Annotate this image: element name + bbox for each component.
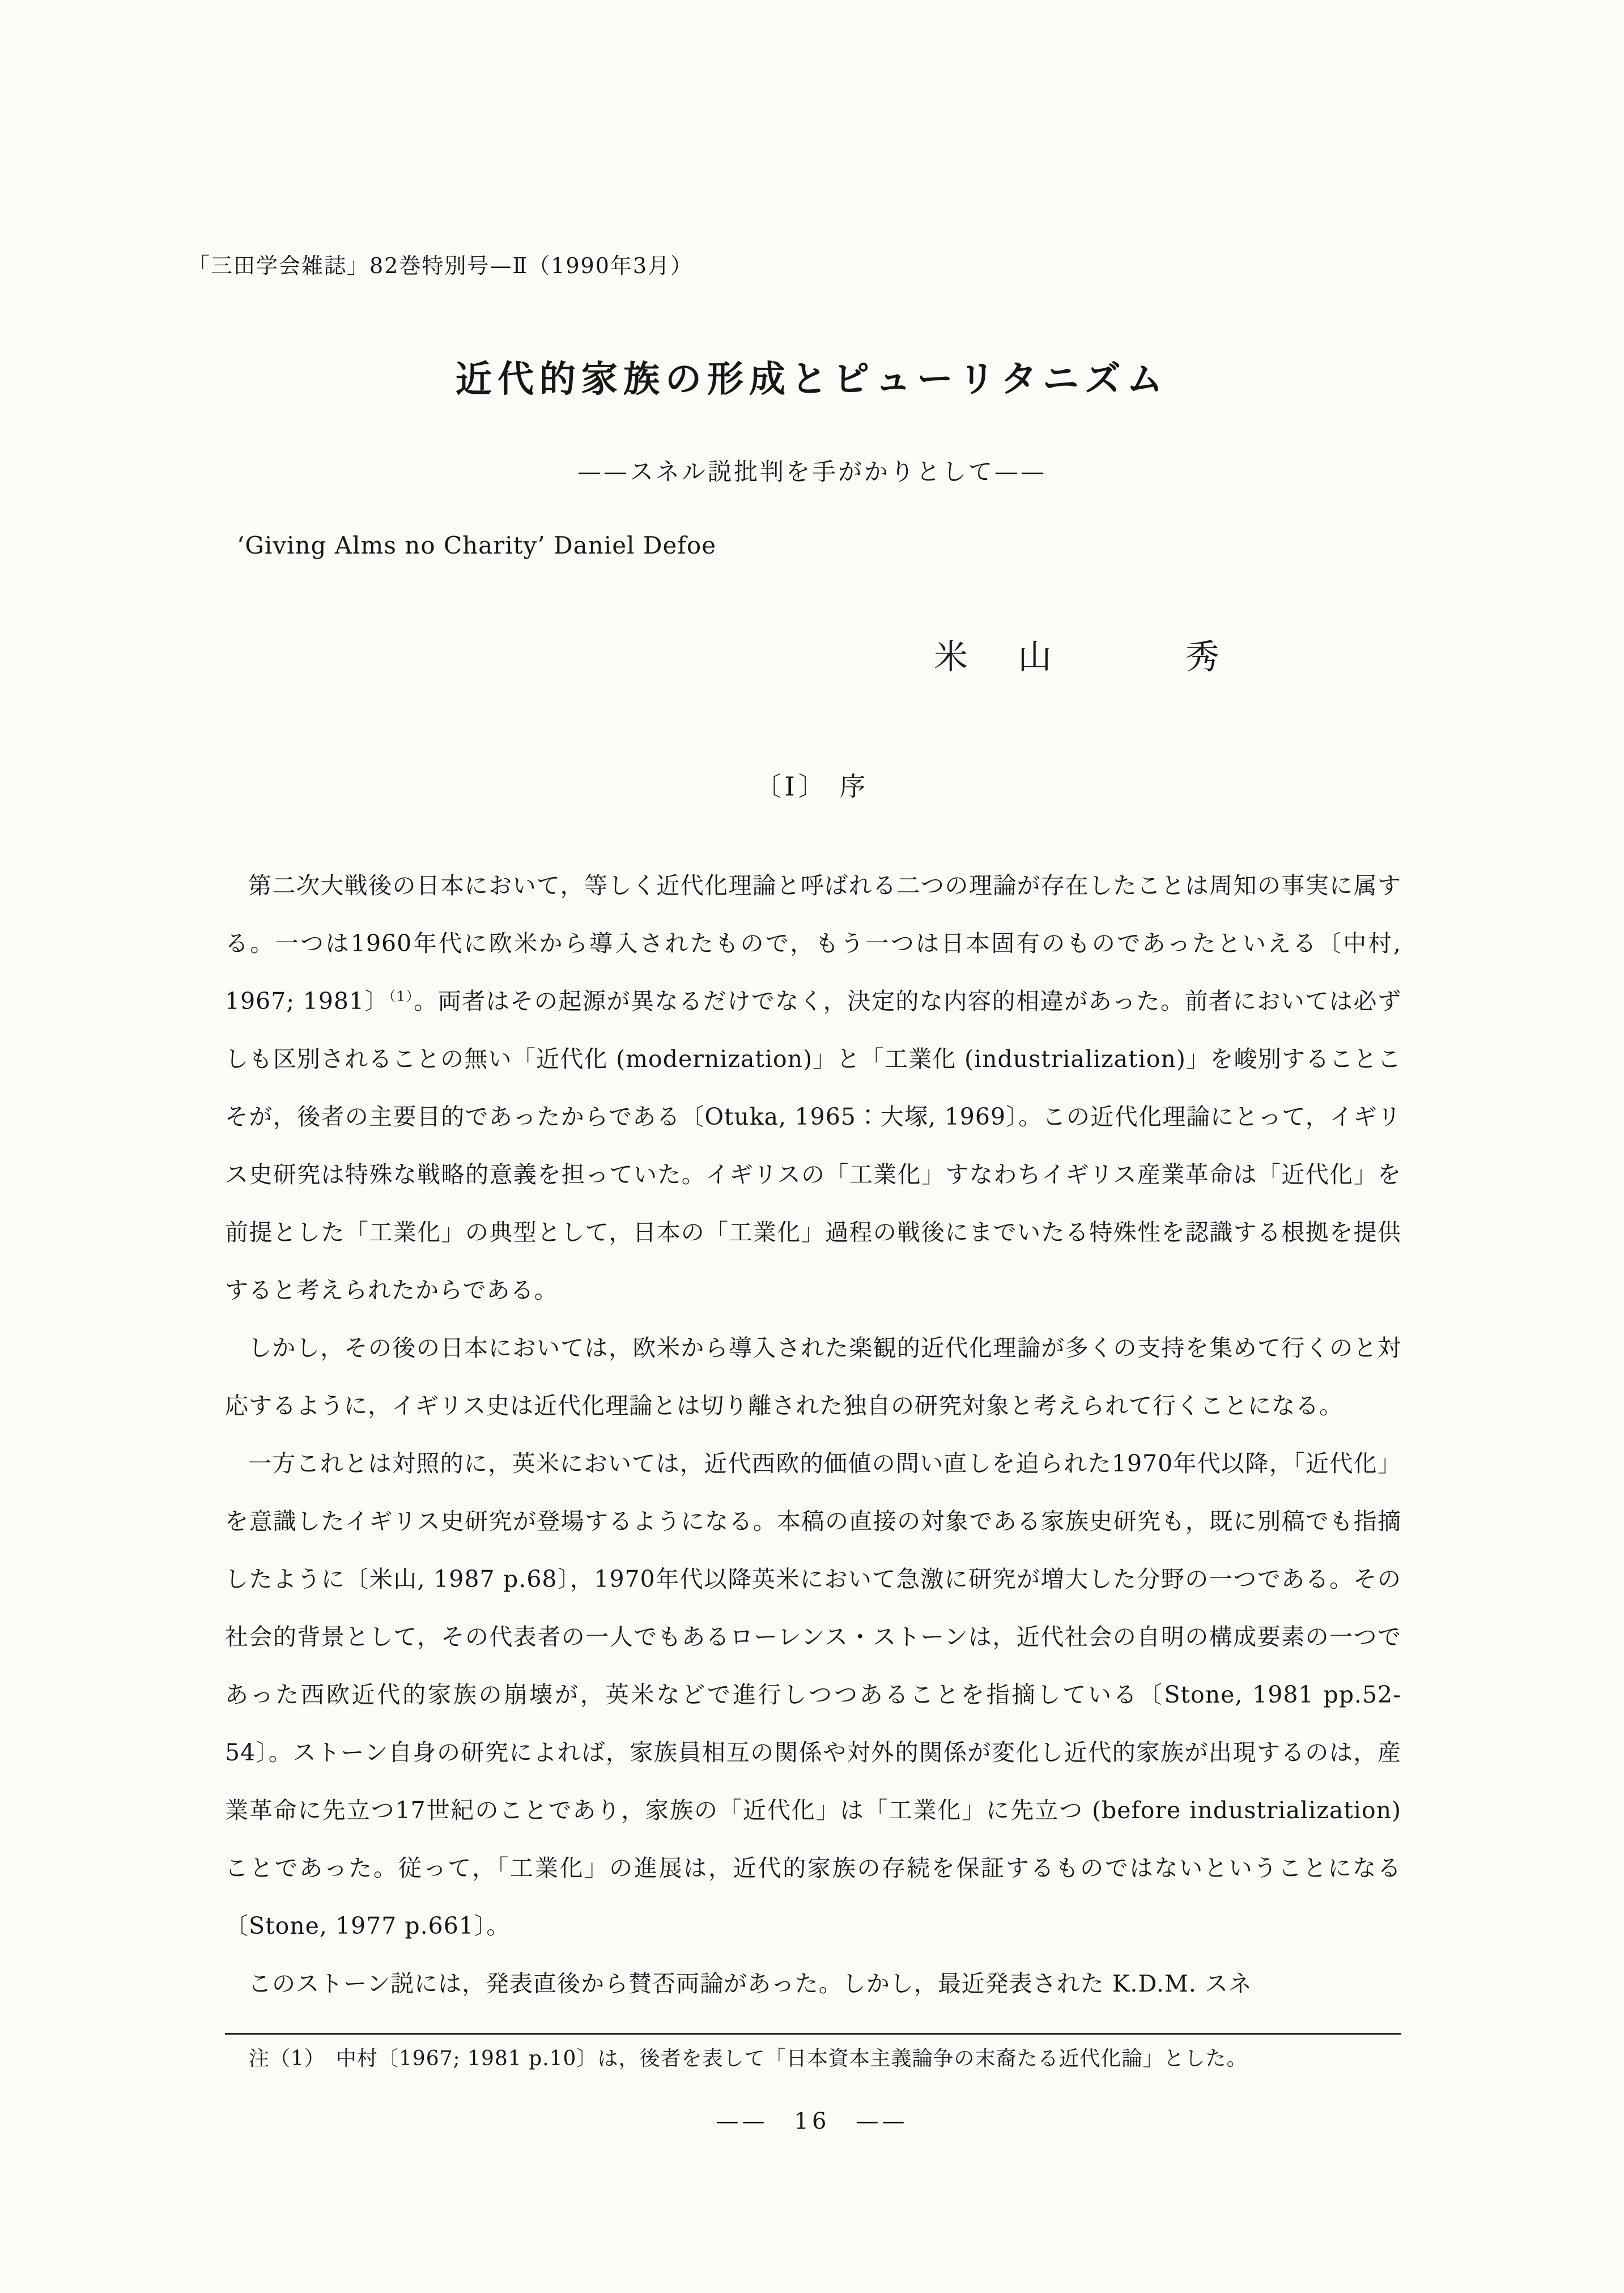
footnote-reference-1: （1） [389, 988, 414, 1005]
paper-title: 近代的家族の形成とピューリタニズム [456, 358, 1168, 401]
epigraph: ‘Giving Alms no Charity’ Daniel Defoe [237, 531, 717, 559]
paragraph-4: このストーン説には，発表直後から賛否両論があった。しかし，最近発表された K.D.M. スネ [248, 1970, 1252, 1997]
paragraph-1-text-after-note: 。両者はその起源が異なるだけでなく，決定的な内容的相違があった。前者においては必ずしも区別されることの無い「近代化 (modernization)」と「工業化 (industrialization)」を峻別することこそが，後者の主要目的であったからである〔Otuka, 1965：大塚, 1969〕。この近代化理論にとって，イギリス史研究は特殊な戦略的意義を担っていた。イギリスの「工業化」すなわちイギリス産業革命は「近代化」を前提とした「工業化」の典型として，日本の「工業化」過程の戦後にまでいたる特殊性を認識する根拠を提供すると考えられたからである。 [225, 988, 1402, 1304]
footnote-text: 注（1） 中村〔1967; 1981 p.10〕は，後者を表して「日本資本主義論争の末裔たる近代化論」とした。 [249, 2047, 1248, 2070]
journal-header: 「三田学会雑誌」82巻特別号—Ⅱ（1990年3月） [188, 253, 694, 278]
paper-subtitle: ——スネル説批判を手がかりとして—— [577, 458, 1047, 486]
paragraph-2: しかし，その後の日本においては，欧米から導入された楽観的近代化理論が多くの支持を集めて行くのと対応するように，イギリス史は近代化理論とは切り離された独自の研究対象と考えられて行くことになる。 [225, 1334, 1401, 1419]
author-name: 米 山 秀 [934, 637, 1227, 677]
paragraph-3: 一方これとは対照的に，英米においては，近代西欧的価値の問い直しを迫られた1970年代以降，「近代化」を意識したイギリス史研究が登場するようになる。本稿の直接の対象である家族史研究も，既に別稿でも指摘したように〔米山, 1987 p.68〕，1970年代以降英米において急激に研究が増大した分野の一つである。その社会的背景として，その代表者の一人でもあるローレンス・ストーンは，近代社会の自明の構成要素の一つであった西欧近代的家族の崩壊が，英米などで進行しつつあることを指摘している〔Stone, 1981 pp.52-54〕。ストーン自身の研究によれば，家族員相互の関係や対外的関係が変化し近代的家族が出現するのは，産業革命に先立つ17世紀のことであり，家族の「近代化」は「工業化」に先立つ (before industrialization) ことであった。従って，「工業化」の進展は，近代的家族の存続を保証するものではないということになる〔Stone, 1977 p.661〕。 [225, 1450, 1401, 1939]
paragraph-1 [225, 857, 1401, 1319]
footnote-divider [225, 2033, 1401, 2035]
footnote-block [225, 2033, 1401, 2075]
section-heading: 〔Ⅰ〕 序 [755, 771, 869, 802]
body-text [225, 857, 1401, 2013]
paragraph-1-text-before-note: 第二次大戦後の日本において，等しく近代化理論と呼ばれる二つの理論が存在したことは周知の事実に属する。一つは1960年代に欧米から導入されたもので，もう一つは日本固有のものであったといえる〔中村, 1967; 1981〕 [225, 872, 1401, 1015]
page-number: —— 16 —— [716, 2108, 908, 2134]
